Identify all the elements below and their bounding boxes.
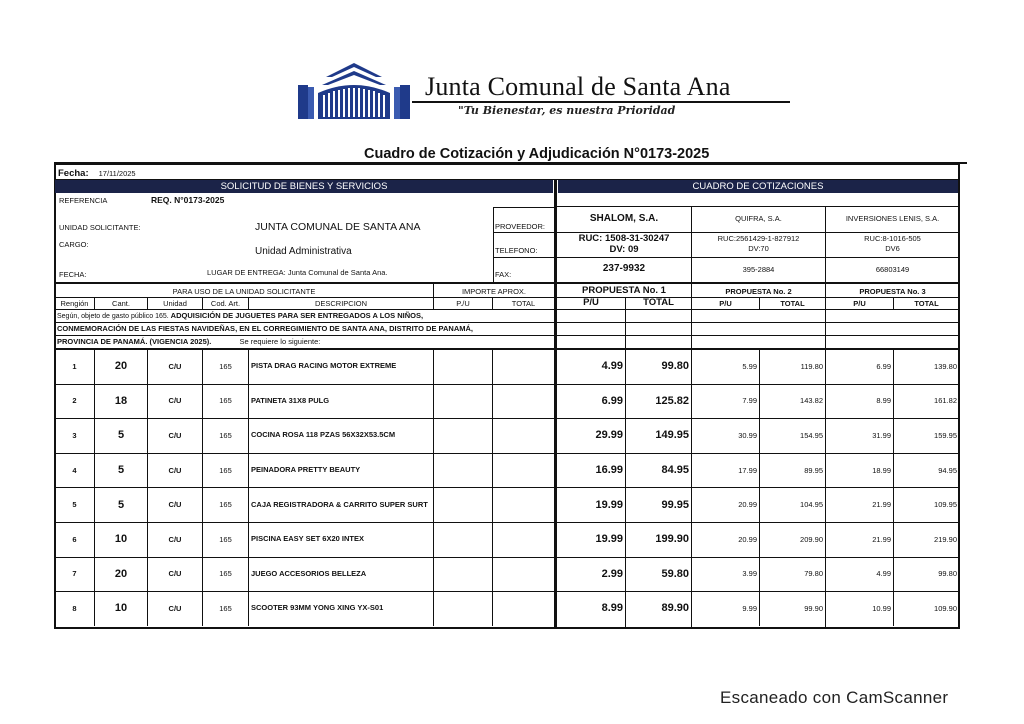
p1-pu-header: P/U — [583, 297, 599, 308]
supplier-3-phone: 66803149 — [875, 265, 910, 274]
unidad-solicitante-value: JUNTA COMUNAL DE SANTA ANA — [255, 221, 421, 233]
p2-pu-cell: 5.99 — [742, 361, 757, 371]
divider — [557, 206, 959, 207]
col-total: TOTAL — [511, 299, 536, 308]
cant-cell: 18 — [114, 394, 128, 407]
p2-pu-cell: 30.99 — [738, 430, 757, 440]
col-descripcion: DESCRIPCION — [314, 299, 368, 308]
divider — [492, 297, 493, 309]
p2-total-cell: 209.90 — [800, 534, 823, 544]
divider — [493, 257, 555, 258]
intro-line-3: PROVINCIA DE PANAMÁ. (VIGENCIA 2025). — [57, 337, 212, 346]
renglon-cell: 2 — [72, 396, 77, 406]
p1-pu-cell: 2.99 — [601, 567, 623, 580]
solicitud-section-header: SOLICITUD DE BIENES Y SERVICIOS — [55, 180, 553, 193]
table-row — [55, 557, 959, 592]
p2-pu-header: P/U — [719, 299, 732, 308]
camscanner-watermark: Escaneado con CamScanner — [720, 688, 949, 707]
p2-total-cell: 99.90 — [804, 603, 823, 613]
p3-total-cell: 161.82 — [934, 396, 957, 406]
supplier-2-dv: DV:70 — [748, 244, 769, 253]
cant-cell: 5 — [117, 429, 125, 442]
org-name: Junta Comunal de Santa Ana — [425, 72, 731, 101]
referencia-value: REQ. N°0173-2025 — [151, 195, 225, 205]
fax-label: FAX: — [495, 270, 512, 279]
unidad-solicitante-label: UNIDAD SOLICITANTE: — [59, 223, 141, 232]
p3-total-cell: 219.90 — [934, 534, 957, 544]
p3-total-cell: 99.80 — [938, 569, 957, 579]
proposal-3-label: PROPUESTA No. 3 — [859, 287, 926, 296]
p3-pu-cell: 21.99 — [872, 500, 891, 510]
referencia-label: REFERENCIA — [59, 196, 108, 205]
p3-pu-cell: 31.99 — [872, 430, 891, 440]
table-row — [55, 453, 959, 488]
p1-pu-cell: 19.99 — [595, 533, 623, 546]
divider — [433, 297, 434, 309]
divider — [147, 297, 148, 309]
p2-total-cell: 154.95 — [800, 430, 823, 440]
junta-comunal-logo — [296, 63, 412, 121]
p2-total-cell: 79.80 — [804, 569, 823, 579]
importe-total-cell — [493, 453, 554, 488]
description-cell: COCINA ROSA 118 PZAS 56X32X53.5CM — [251, 430, 396, 440]
cod-art-cell: 165 — [219, 465, 232, 475]
p3-pu-cell: 18.99 — [872, 465, 891, 475]
p3-total-cell: 109.90 — [934, 603, 957, 613]
p3-total-header: TOTAL — [914, 299, 939, 308]
p2-pu-cell: 17.99 — [738, 465, 757, 475]
unidad-cell: C/U — [168, 396, 182, 406]
p1-total-cell: 84.95 — [661, 464, 689, 477]
p1-pu-cell: 4.99 — [601, 360, 623, 373]
table-row — [55, 591, 959, 626]
importe-aprox-label: IMPORTE APROX. — [461, 287, 527, 296]
divider — [759, 297, 760, 309]
importe-total-cell — [493, 591, 554, 626]
document-title: Cuadro de Cotización y Adjudicación N°0173-2025 — [364, 146, 710, 162]
unidad-cell: C/U — [168, 534, 182, 544]
p2-total-cell: 89.95 — [804, 465, 823, 475]
col-cod-art: Cod. Art. — [210, 299, 241, 308]
renglon-cell: 5 — [72, 500, 77, 510]
divider — [493, 232, 555, 233]
importe-total-cell — [493, 418, 554, 453]
supplier-1-dv: DV: 09 — [609, 244, 639, 255]
renglon-cell: 4 — [72, 465, 77, 475]
p1-pu-cell: 19.99 — [595, 498, 623, 511]
table-row — [55, 522, 959, 557]
org-motto: "Tu Bienestar, es nuestra Prioridad — [458, 104, 676, 117]
p1-total-cell: 125.82 — [655, 394, 689, 407]
unidad-cell: C/U — [168, 569, 182, 579]
description-cell: CAJA REGISTRADORA & CARRITO SUPER SURT — [251, 499, 428, 509]
cant-cell: 20 — [114, 567, 128, 580]
p1-pu-cell: 16.99 — [595, 464, 623, 477]
renglon-cell: 3 — [72, 430, 77, 440]
proveedor-label: PROVEEDOR: — [495, 222, 546, 231]
p3-total-cell: 159.95 — [934, 430, 957, 440]
renglon-cell: 1 — [72, 361, 77, 371]
importe-pu-cell — [434, 487, 492, 522]
p2-pu-cell: 7.99 — [742, 396, 757, 406]
cod-art-cell: 165 — [219, 500, 232, 510]
uso-unidad-label: PARA USO DE LA UNIDAD SOLICITANTE — [172, 287, 316, 296]
p3-pu-cell: 8.99 — [876, 396, 891, 406]
importe-pu-cell — [434, 349, 492, 384]
importe-pu-cell — [434, 453, 492, 488]
p3-pu-cell: 4.99 — [876, 569, 891, 579]
p2-total-cell: 143.82 — [800, 396, 823, 406]
description-cell: PISCINA EASY SET 6X20 INTEX — [251, 534, 364, 544]
divider — [55, 322, 959, 323]
unidad-cell: C/U — [168, 603, 182, 613]
intro-line-1-bold: ADQUISICIÓN DE JUGUETES PARA SER ENTREGADOS A LOS NIÑOS, — [170, 311, 424, 320]
p3-pu-cell: 10.99 — [872, 603, 891, 613]
col-unidad: Unidad — [163, 299, 187, 308]
cod-art-cell: 165 — [219, 603, 232, 613]
intro-line-3-tail: Se requiere lo siguiente: — [239, 337, 321, 346]
col-cant: Cant. — [112, 299, 130, 308]
supplier-1-phone: 237-9932 — [602, 263, 646, 274]
importe-total-cell — [493, 349, 554, 384]
proposal-1-label: PROPUESTA No. 1 — [582, 285, 666, 296]
divider — [55, 282, 959, 284]
unidad-cell: C/U — [168, 361, 182, 371]
renglon-cell: 7 — [72, 569, 77, 579]
divider — [55, 297, 959, 298]
cant-cell: 5 — [117, 464, 125, 477]
divider — [557, 257, 959, 258]
importe-pu-cell — [434, 557, 492, 592]
p3-pu-header: P/U — [853, 299, 866, 308]
importe-pu-cell — [434, 418, 492, 453]
description-cell: PEINADORA PRETTY BEAUTY — [251, 465, 361, 475]
p2-pu-cell: 20.99 — [738, 534, 757, 544]
p2-pu-cell: 3.99 — [742, 569, 757, 579]
divider — [248, 297, 249, 309]
cant-cell: 5 — [117, 498, 125, 511]
intro-line-2: CONMEMORACIÓN DE LAS FIESTAS NAVIDEÑAS, EN EL CORREGIMIENTO DE SANTA ANA, DISTRITO DE PANAMÁ, — [57, 324, 473, 333]
cod-art-cell: 165 — [219, 569, 232, 579]
p1-pu-cell: 6.99 — [601, 394, 623, 407]
fecha-label: Fecha: — [58, 168, 89, 179]
supplier-1-ruc: RUC: 1508-31-30247 — [578, 233, 670, 244]
supplier-2-phone: 395-2884 — [742, 265, 775, 274]
importe-total-cell — [493, 487, 554, 522]
p3-total-cell: 94.95 — [938, 465, 957, 475]
unidad-cell: C/U — [168, 500, 182, 510]
unidad-cell: C/U — [168, 465, 182, 475]
supplier-3-ruc: RUC:8-1016-505 — [864, 234, 921, 243]
table-row — [55, 487, 959, 522]
p3-pu-cell: 6.99 — [876, 361, 891, 371]
p1-total-cell: 199.90 — [655, 533, 689, 546]
supplier-2-name: QUIFRA, S.A. — [735, 214, 782, 223]
fecha-field — [58, 168, 136, 179]
p3-total-cell: 109.95 — [934, 500, 957, 510]
proposal-2-label: PROPUESTA No. 2 — [725, 287, 792, 296]
fecha-value: 17/11/2025 — [98, 169, 136, 178]
p1-total-cell: 89.90 — [661, 602, 689, 615]
p1-total-cell: 99.95 — [661, 498, 689, 511]
intro-line-1-pre: Según, objeto de gasto público 165. — [57, 313, 169, 320]
p2-pu-cell: 20.99 — [738, 500, 757, 510]
p2-pu-cell: 9.99 — [742, 603, 757, 613]
telefono-label: TELEFONO: — [495, 246, 538, 255]
lugar-entrega: LUGAR DE ENTREGA: Junta Comunal de Santa Ana. — [207, 268, 388, 277]
p1-total-cell: 59.80 — [661, 567, 689, 580]
p3-pu-cell: 21.99 — [872, 534, 891, 544]
supplier-2-ruc: RUC:2561429-1-827912 — [717, 234, 800, 243]
p1-total-cell: 149.95 — [655, 429, 689, 442]
cant-cell: 10 — [114, 533, 128, 546]
cod-art-cell: 165 — [219, 534, 232, 544]
importe-total-cell — [493, 557, 554, 592]
description-cell: JUEGO ACCESORIOS BELLEZA — [251, 568, 367, 578]
p2-total-cell: 119.80 — [800, 361, 823, 371]
importe-pu-cell — [434, 591, 492, 626]
unidad-cell: C/U — [168, 430, 182, 440]
divider — [202, 297, 203, 309]
col-pu: P./U — [456, 299, 470, 308]
divider — [893, 297, 894, 309]
divider — [55, 335, 959, 336]
supplier-1-name: SHALOM, S.A. — [589, 213, 659, 224]
p1-total-cell: 99.80 — [661, 360, 689, 373]
importe-pu-cell — [434, 522, 492, 557]
description-cell: SCOOTER 93MM YONG XING YX-S01 — [251, 603, 384, 613]
divider — [493, 207, 555, 208]
divider — [94, 297, 95, 309]
fecha2-label: FECHA: — [59, 270, 87, 279]
divider — [493, 207, 494, 282]
p1-pu-cell: 8.99 — [601, 602, 623, 615]
intro-line-1 — [57, 311, 423, 320]
cod-art-cell: 165 — [219, 361, 232, 371]
table-row — [55, 384, 959, 419]
renglon-cell: 6 — [72, 534, 77, 544]
table-row — [55, 349, 959, 384]
cargo-label: CARGO: — [59, 240, 89, 249]
renglon-cell: 8 — [72, 603, 77, 613]
p2-total-header: TOTAL — [780, 299, 805, 308]
table-row — [55, 418, 959, 453]
supplier-3-name: INVERSIONES LENIS, S.A. — [845, 214, 940, 223]
cant-cell: 10 — [114, 602, 128, 615]
cod-art-cell: 165 — [219, 430, 232, 440]
p2-total-cell: 104.95 — [800, 500, 823, 510]
importe-total-cell — [493, 384, 554, 419]
p3-total-cell: 139.80 — [934, 361, 957, 371]
description-cell: PISTA DRAG RACING MOTOR EXTREME — [251, 361, 397, 371]
importe-total-cell — [493, 522, 554, 557]
p1-pu-cell: 29.99 — [595, 429, 623, 442]
importe-pu-cell — [434, 384, 492, 419]
col-renglon: Rengión — [60, 299, 89, 308]
cotizaciones-section-header: CUADRO DE COTIZACIONES — [558, 180, 958, 193]
cargo-value: Unidad Administrativa — [255, 246, 352, 257]
p1-total-header: TOTAL — [643, 297, 674, 308]
header-rule — [412, 101, 790, 103]
divider — [55, 309, 959, 310]
supplier-3-dv: DV6 — [885, 244, 900, 253]
description-cell: PATINETA 31X8 PULG — [251, 395, 330, 405]
cant-cell: 20 — [114, 360, 128, 373]
cod-art-cell: 165 — [219, 396, 232, 406]
